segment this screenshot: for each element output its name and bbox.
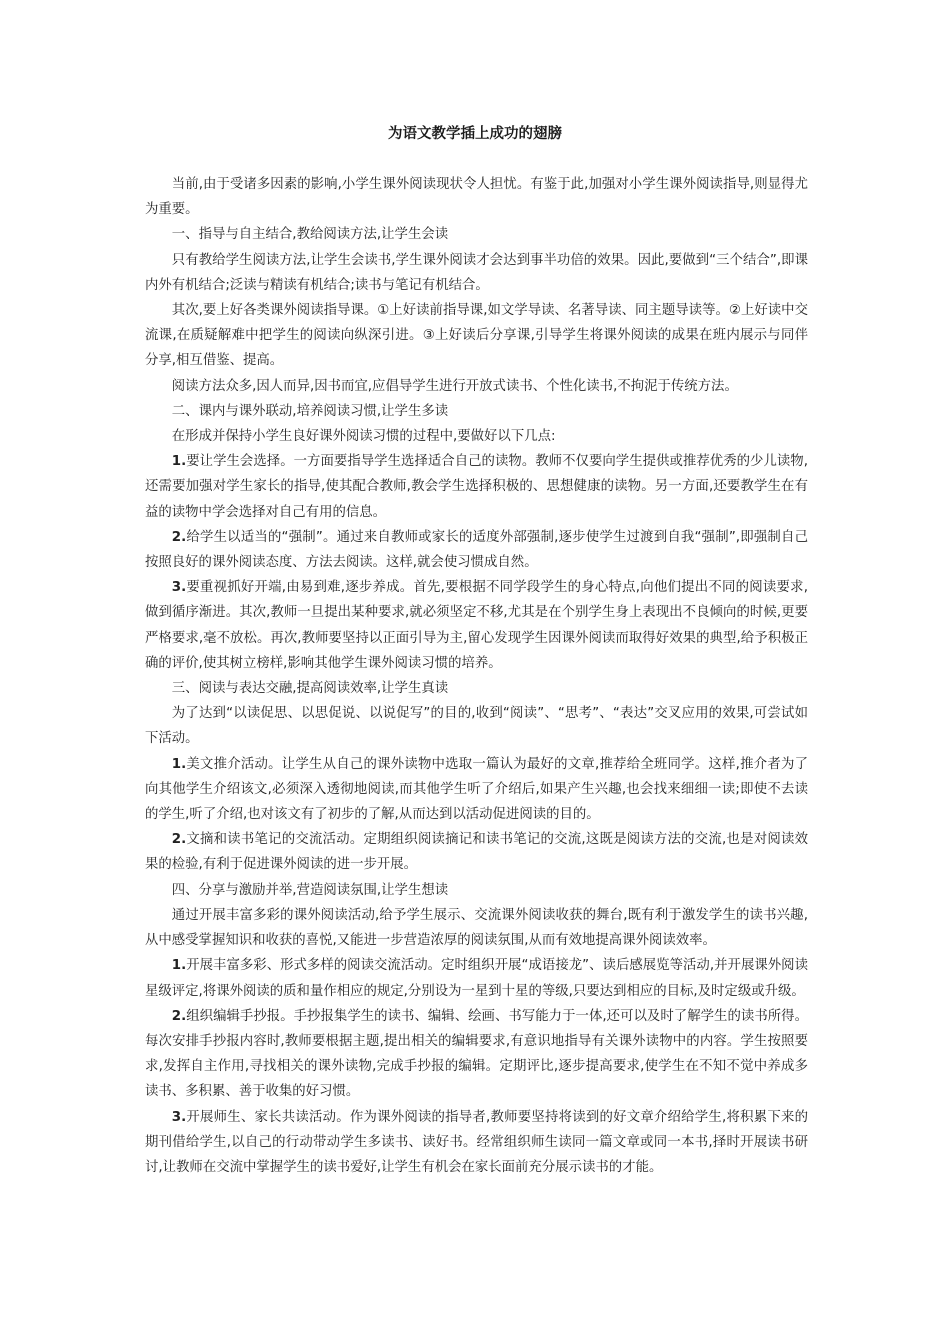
paragraph-number: 3.: [171, 580, 187, 596]
document-body: [145, 172, 808, 1180]
paragraph-text: 给学生以适当的“强制”。通过来自教师或家长的适度外部强制,逐步使学生过渡到自我“强制”,即强制自己按照良好的课外阅读态度、方法去阅读。这样,就会使习惯成自然。: [145, 529, 808, 571]
paragraph-text: 为了达到“以读促思、以思促说、以说促写”的目的,收到“阅读”、“思考”、“表达”交叉应用的效果,可尝试如下活动。: [145, 706, 808, 747]
paragraph-number: 2.: [171, 1008, 187, 1024]
paragraph: [145, 222, 808, 247]
paragraph-text: 开展师生、家长共读活动。作为课外阅读的指导者,教师要坚持将读到的好文章介绍给学生,将积累下来的期刊借给学生,以自己的行动带动学生多读书、读好书。经常组织师生读同一篇文章或同一本书,择时开展读书研讨,让教师在交流中掌握学生的读书爱好,让学生有机会在家长面前充分展示读书的才能。: [145, 1109, 808, 1175]
paragraph-text: 其次,要上好各类课外阅读指导课。①上好读前指导课,如文学导读、名著导读、同主题导读等。②上好读中交流课,在质疑解难中把学生的阅读向纵深引进。③上好读后分享课,引导学生将课外阅读的成果在班内展示与同伴分享,相互借鉴、提高。: [145, 303, 808, 369]
paragraph: [145, 424, 808, 449]
paragraph: [145, 903, 808, 953]
paragraph-text: 二、课内与课外联动,培养阅读习惯,让学生多读: [171, 403, 449, 419]
paragraph: [145, 298, 808, 374]
paragraph: [145, 399, 808, 424]
paragraph: [145, 525, 808, 575]
paragraph: [145, 701, 808, 751]
paragraph-text: 通过开展丰富多彩的课外阅读活动,给予学生展示、交流课外阅读收获的舞台,既有利于激发学生的读书兴趣,从中感受掌握知识和收获的喜悦,又能进一步营造浓厚的阅读氛围,从而有效地提高课外阅读效率。: [145, 907, 808, 949]
paragraph: [145, 449, 808, 525]
paragraph-number: 3.: [171, 1109, 187, 1125]
paragraph-text: 阅读方法众多,因人而异,因书而宜,应倡导学生进行开放式读书、个性化读书,不拘泥于传统方法。: [171, 378, 738, 394]
paragraph-text: 开展丰富多彩、形式多样的阅读交流活动。定时组织开展“成语接龙”、读后感展览等活动,并开展课外阅读星级评定,将课外阅读的质和量作相应的规定,分别设为一星到十星的等级,只要达到相应的目标,及时定级或升级。: [145, 958, 808, 999]
paragraph: [145, 172, 808, 222]
paragraph-text: 要重视抓好开端,由易到难,逐步养成。首先,要根据不同学段学生的身心特点,向他们提出不同的阅读要求,做到循序渐进。其次,教师一旦提出某种要求,就必须坚定不移,尤其是在个别学生身上表现出不良倾向的时候,更要严格要求,毫不放松。再次,教师要坚持以正面引导为主,留心发现学生因课外阅读而取得好效果的典型,给予积极正确的评价,使其树立榜样,影响其他学生课外阅读习惯的培养。: [145, 580, 808, 671]
paragraph-number: 1.: [171, 454, 187, 470]
paragraph: [145, 953, 808, 1003]
paragraph: [145, 752, 808, 828]
paragraph-text: 在形成并保持小学生良好课外阅读习惯的过程中,要做好以下几点:: [171, 429, 556, 445]
paragraph-text: 一、指导与自主结合,教给阅读方法,让学生会读: [171, 227, 449, 243]
paragraph: [145, 575, 808, 676]
paragraph-number: 2.: [171, 832, 187, 848]
paragraph: [145, 878, 808, 903]
paragraph-text: 文摘和读书笔记的交流活动。定期组织阅读摘记和读书笔记的交流,这既是阅读方法的交流,也是对阅读效果的检验,有利于促进课外阅读的进一步开展。: [145, 832, 808, 873]
paragraph: [145, 1105, 808, 1181]
paragraph-text: 三、阅读与表达交融,提高阅读效率,让学生真读: [171, 681, 449, 697]
paragraph: [145, 827, 808, 877]
paragraph-text: 要让学生会选择。一方面要指导学生选择适合自己的读物。教师不仅要向学生提供或推荐优秀的少儿读物,还需要加强对学生家长的指导,使其配合教师,教会学生选择积极的、思想健康的读物。另一方面,还要教学生在有益的读物中学会选择对自己有用的信息。: [145, 454, 808, 520]
paragraph: [145, 676, 808, 701]
document-title: 为语文教学插上成功的翅膀: [388, 126, 562, 142]
paragraph: [145, 1004, 808, 1105]
paragraph-text: 当前,由于受诸多因素的影响,小学生课外阅读现状令人担忧。有鉴于此,加强对小学生课外阅读指导,则显得尤为重要。: [145, 177, 808, 218]
paragraph-number: 1.: [171, 958, 187, 974]
paragraph-number: 2.: [171, 529, 187, 545]
paragraph-number: 1.: [171, 756, 187, 772]
paragraph-text: 四、分享与激励并举,营造阅读氛围,让学生想读: [171, 882, 449, 898]
paragraph-text: 美文推介活动。让学生从自己的课外读物中选取一篇认为最好的文章,推荐给全班同学。这样,推介者为了向其他学生介绍该文,必须深入透彻地阅读,而其他学生听了介绍后,如果产生兴趣,也会找来细细一读;即使不去读的学生,听了介绍,也对该文有了初步的了解,从而达到以活动促进阅读的目的。: [145, 756, 808, 823]
paragraph: [145, 248, 808, 298]
paragraph-text: 只有教给学生阅读方法,让学生会读书,学生课外阅读才会达到事半功倍的效果。因此,要做到“三个结合”,即课内外有机结合;泛读与精读有机结合;读书与笔记有机结合。: [145, 252, 808, 293]
paragraph: [145, 374, 808, 399]
paragraph-text: 组织编辑手抄报。手抄报集学生的读书、编辑、绘画、书写能力于一体,还可以及时了解学生的读书所得。每次安排手抄报内容时,教师要根据主题,提出相关的编辑要求,有意识地指导有关课外读物中的内容。学生按照要求,发挥自主作用,寻找相关的课外读物,完成手抄报的编辑。定期评比,逐步提高要求,使学生在不知不觉中养成多读书、多积累、善于收集的好习惯。: [145, 1008, 808, 1100]
